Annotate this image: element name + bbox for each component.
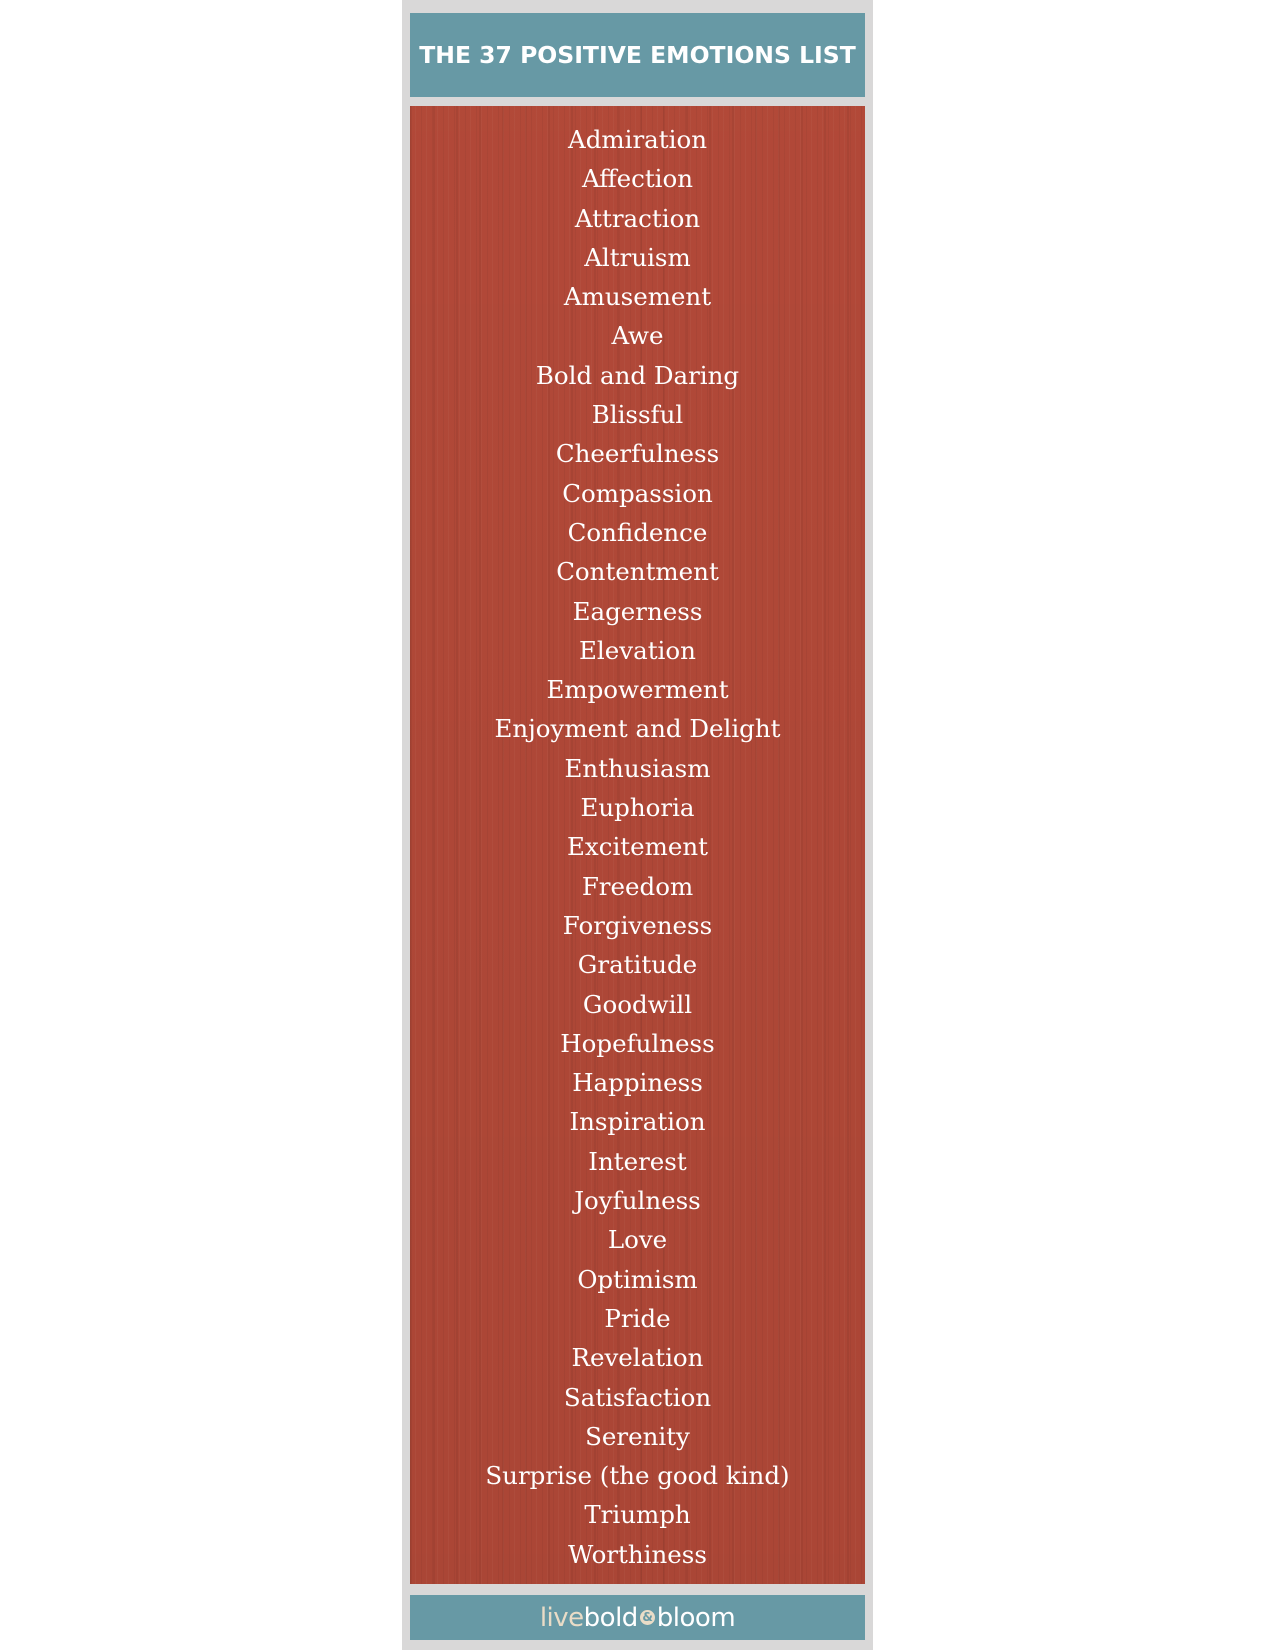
list-item: Optimism bbox=[577, 1264, 698, 1294]
list-item: Joyfulness bbox=[574, 1186, 701, 1216]
list-item: Confidence bbox=[567, 517, 708, 547]
list-item: Satisfaction bbox=[563, 1382, 712, 1412]
logo-live-text: live bbox=[539, 1602, 584, 1633]
list-item: Admiration bbox=[568, 125, 707, 154]
list-item: Hopefulness bbox=[560, 1028, 715, 1058]
logo-ampersand-icon: & bbox=[640, 1610, 655, 1625]
list-item: Revelation bbox=[571, 1343, 704, 1373]
list-item: Attraction bbox=[574, 203, 701, 233]
list-item: Amusement bbox=[563, 282, 712, 312]
list-item: Euphoria bbox=[580, 793, 695, 823]
list-item: Serenity bbox=[585, 1421, 690, 1451]
list-item: Blissful bbox=[591, 400, 684, 430]
list-item: Triumph bbox=[584, 1500, 691, 1530]
list-item: Awe bbox=[611, 321, 664, 351]
logo-bold-text: bold bbox=[583, 1602, 638, 1633]
emotions-panel bbox=[410, 106, 865, 1584]
list-item: Love bbox=[607, 1225, 668, 1255]
header-banner bbox=[410, 13, 865, 97]
list-item: Interest bbox=[588, 1146, 687, 1176]
list-item: Enjoyment and Delight bbox=[494, 714, 781, 744]
list-item: Happiness bbox=[572, 1068, 703, 1098]
list-item: Contentment bbox=[556, 557, 719, 587]
list-item: Bold and Daring bbox=[535, 360, 740, 390]
page-title: THE 37 POSITIVE EMOTIONS LIST bbox=[419, 41, 856, 69]
logo-bloom-text: bloom bbox=[656, 1602, 736, 1633]
list-item: Empowerment bbox=[546, 675, 729, 705]
list-item: Altruism bbox=[584, 242, 691, 272]
list-item: Pride bbox=[604, 1303, 671, 1333]
liveboldbloom-logo bbox=[539, 1602, 736, 1633]
list-item: Eagerness bbox=[572, 596, 703, 626]
footer-banner bbox=[410, 1595, 865, 1640]
list-item: Excitement bbox=[567, 832, 708, 862]
list-item: Worthiness bbox=[568, 1539, 707, 1569]
list-item: Elevation bbox=[579, 635, 696, 665]
list-item: Freedom bbox=[581, 871, 694, 901]
list-item: Cheerfulness bbox=[555, 439, 720, 469]
list-item: Enthusiasm bbox=[564, 753, 711, 783]
list-item: Affection bbox=[581, 164, 694, 194]
list-item: Inspiration bbox=[569, 1107, 706, 1137]
list-item: Goodwill bbox=[582, 989, 693, 1019]
list-item: Gratitude bbox=[577, 950, 698, 980]
emotion-list bbox=[410, 120, 865, 1574]
list-item: Compassion bbox=[562, 478, 713, 508]
list-item: Forgiveness bbox=[562, 910, 713, 940]
list-item: Surprise (the good kind) bbox=[485, 1461, 790, 1491]
